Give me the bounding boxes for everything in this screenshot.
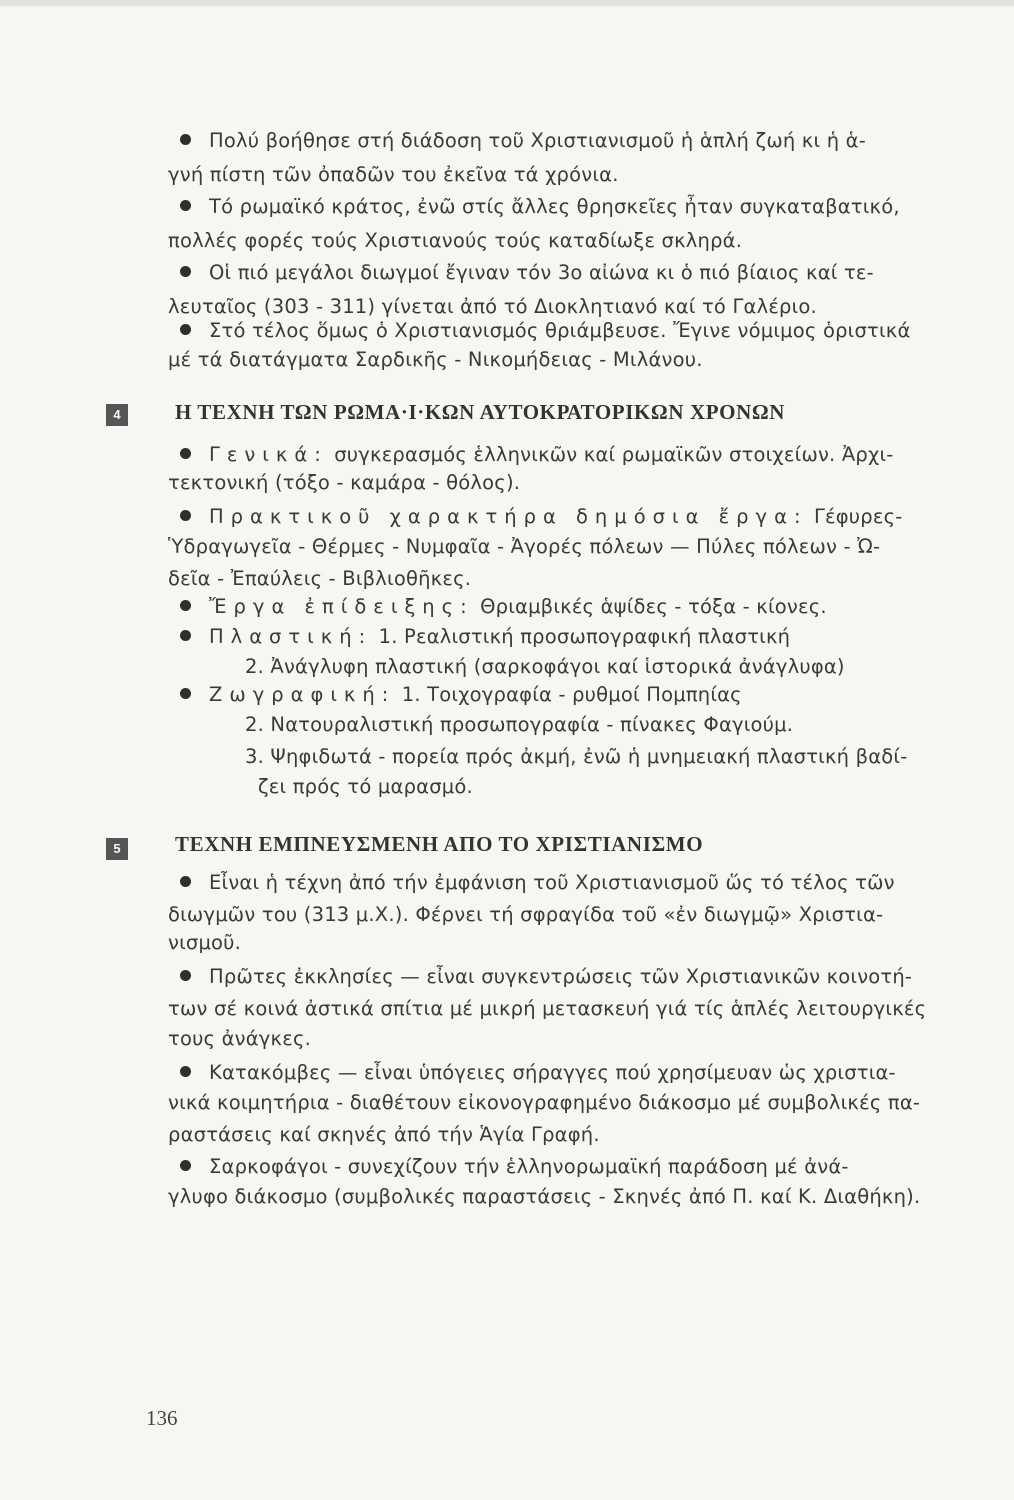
general-item-cont: τεκτονική (τόξο - καμάρα - θόλος).	[168, 471, 521, 494]
intro-bullet-3-cont: λευταῖος (303 - 311) γίνεται ἀπό τό Διοκλητιανό καί τό Γαλέριο.	[168, 295, 817, 318]
display-label: Ἔργα ἐπίδειξης:	[209, 595, 474, 618]
sculpture-item: Πλαστική: 1. Ρεαλιστική προσωπογραφική πλαστική	[168, 620, 964, 654]
general-item: Γενικά: συγκερασμός ἑλληνικῶν καί ρωμαϊκῶν στοιχείων. Ἀρχι-	[168, 438, 964, 472]
intro-bullet-1-cont: γνή πίστη τῶν ὀπαδῶν του ἐκεῖνα τά χρόνια.	[168, 163, 619, 186]
sculpture-label: Πλαστική:	[209, 625, 373, 648]
section-5-bullet-4-cont: γλυφο διάκοσμο (συμβολικές παραστάσεις - Σκηνές ἀπό Π. καί Κ. Διαθήκη).	[168, 1185, 921, 1208]
sculpture-item-2: 2. Ἀνάγλυφη πλαστική (σαρκοφάγοι καί ἱστορικά ἀνάγλυφα)	[245, 655, 845, 678]
section-5-bullet-2-cont: των σέ κοινά ἀστικά σπίτια μέ μικρή μετασκευή γιά τίς ἁπλές λειτουργικές	[168, 997, 927, 1020]
section-5-bullet-3: Κατακόμβες — εἶναι ὑπόγειες σήραγγες πού χρησίμευαν ὡς χριστια-	[168, 1056, 964, 1090]
intro-bullet-3: Οἱ πιό μεγάλοι διωγμοί ἔγιναν τόν 3ο αἰώνα κι ὁ πιό βίαιος καί τε-	[168, 256, 964, 290]
section-5-bullet-2: Πρῶτες ἐκκλησίες — εἶναι συγκεντρώσεις τῶν Χριστιανικῶν κοινοτή-	[168, 960, 964, 994]
section-5-marker: 5	[106, 838, 128, 860]
section-5-bullet-3-cont-2: ραστάσεις καί σκηνές ἀπό τήν Ἁγία Γραφή.	[168, 1123, 600, 1146]
bullet-icon	[180, 600, 191, 611]
painting-label: Ζωγραφική:	[209, 683, 396, 706]
bullet-icon	[180, 688, 191, 699]
painting-item-3-cont: ζει πρός τό μαρασμό.	[258, 775, 473, 798]
section-5-bullet-1-cont-2: νισμοῦ.	[168, 931, 242, 954]
bullet-icon	[180, 876, 191, 887]
bullet-icon	[180, 324, 191, 335]
bullet-icon	[180, 510, 191, 521]
practical-item-cont: Ὑδραγωγεῖα - Θέρμες - Νυμφαῖα - Ἀγορές πόλεων — Πύλες πόλεων - Ὠ-	[168, 535, 881, 558]
section-5-title: ΤΕΧΝΗ ΕΜΠΝΕΥΣΜΕΝΗ ΑΠΟ ΤΟ ΧΡΙΣΤΙΑΝΙΣΜΟ	[175, 832, 704, 856]
bullet-icon	[180, 448, 191, 459]
bullet-icon	[180, 1160, 191, 1171]
section-5-bullet-1-cont: διωγμῶν του (313 μ.Χ.). Φέρνει τή σφραγίδα τοῦ «ἐν διωγμῷ» Χριστια-	[168, 903, 884, 926]
intro-bullet-2: Τό ρωμαϊκό κράτος, ἐνῶ στίς ἄλλες θρησκεῖες ἦταν συγκαταβατικό,	[168, 190, 964, 224]
painting-item-3: 3. Ψηφιδωτά - πορεία πρός ἀκμή, ἐνῶ ἡ μνημειακή πλαστική βαδί-	[245, 745, 908, 768]
painting-item-2: 2. Νατουραλιστική προσωπογραφία - πίνακες Φαγιούμ.	[245, 713, 794, 736]
practical-item-cont-2: δεῖα - Ἐπαύλεις - Βιβλιοθῆκες.	[168, 567, 472, 590]
practical-label: Πρακτικοῦ χαρακτήρα δημόσια ἔργα:	[209, 505, 808, 528]
intro-bullet-2-cont: πολλές φορές τούς Χριστιανούς τούς καταδίωξε σκληρά.	[168, 229, 743, 252]
page-top-edge	[0, 0, 1014, 6]
display-item: Ἔργα ἐπίδειξης: Θριαμβικές ἁψίδες - τόξα - κίονες.	[168, 590, 964, 624]
section-4-marker: 4	[106, 404, 128, 426]
painting-item: Ζωγραφική: 1. Τοιχογραφία - ρυθμοί Πομπηίας	[168, 678, 964, 712]
section-5-bullet-1: Εἶναι ἡ τέχνη ἀπό τήν ἐμφάνιση τοῦ Χριστιανισμοῦ ὥς τό τέλος τῶν	[168, 866, 964, 900]
section-5-bullet-2-cont-2: τους ἀνάγκες.	[168, 1027, 312, 1050]
intro-bullet-4-cont: μέ τά διατάγματα Σαρδικῆς - Νικομήδειας - Μιλάνου.	[168, 348, 703, 371]
section-5-bullet-3-cont: νικά κοιμητήρια - διαθέτουν εἰκονογραφημένο διάκοσμο μέ συμβολικές πα-	[168, 1091, 921, 1114]
section-5-bullet-4: Σαρκοφάγοι - συνεχίζουν τήν ἑλληνορωμαϊκή παράδοση μέ ἀνά-	[168, 1150, 964, 1184]
section-4-title: Η ΤΕΧΝΗ ΤΩΝ ΡΩΜΑ·Ι·ΚΩΝ ΑΥΤΟΚΡΑΤΟΡΙΚΩΝ ΧΡΟΝΩΝ	[175, 400, 786, 424]
bullet-icon	[180, 266, 191, 277]
bullet-icon	[180, 630, 191, 641]
bullet-icon	[180, 200, 191, 211]
intro-bullet-1: Πολύ βοήθησε στή διάδοση τοῦ Χριστιανισμοῦ ἡ ἁπλή ζωή κι ἡ ἁ-	[168, 124, 964, 158]
general-label: Γενικά:	[209, 443, 328, 466]
page-number: 136	[146, 1406, 178, 1430]
intro-bullet-4: Στό τέλος ὅμως ὁ Χριστιανισμός θριάμβευσε. Ἔγινε νόμιμος ὁριστικά	[168, 314, 964, 348]
bullet-icon	[180, 1066, 191, 1077]
bullet-icon	[180, 134, 191, 145]
bullet-icon	[180, 970, 191, 981]
practical-item: Πρακτικοῦ χαρακτήρα δημόσια ἔργα: Γέφυρες-	[168, 500, 964, 534]
